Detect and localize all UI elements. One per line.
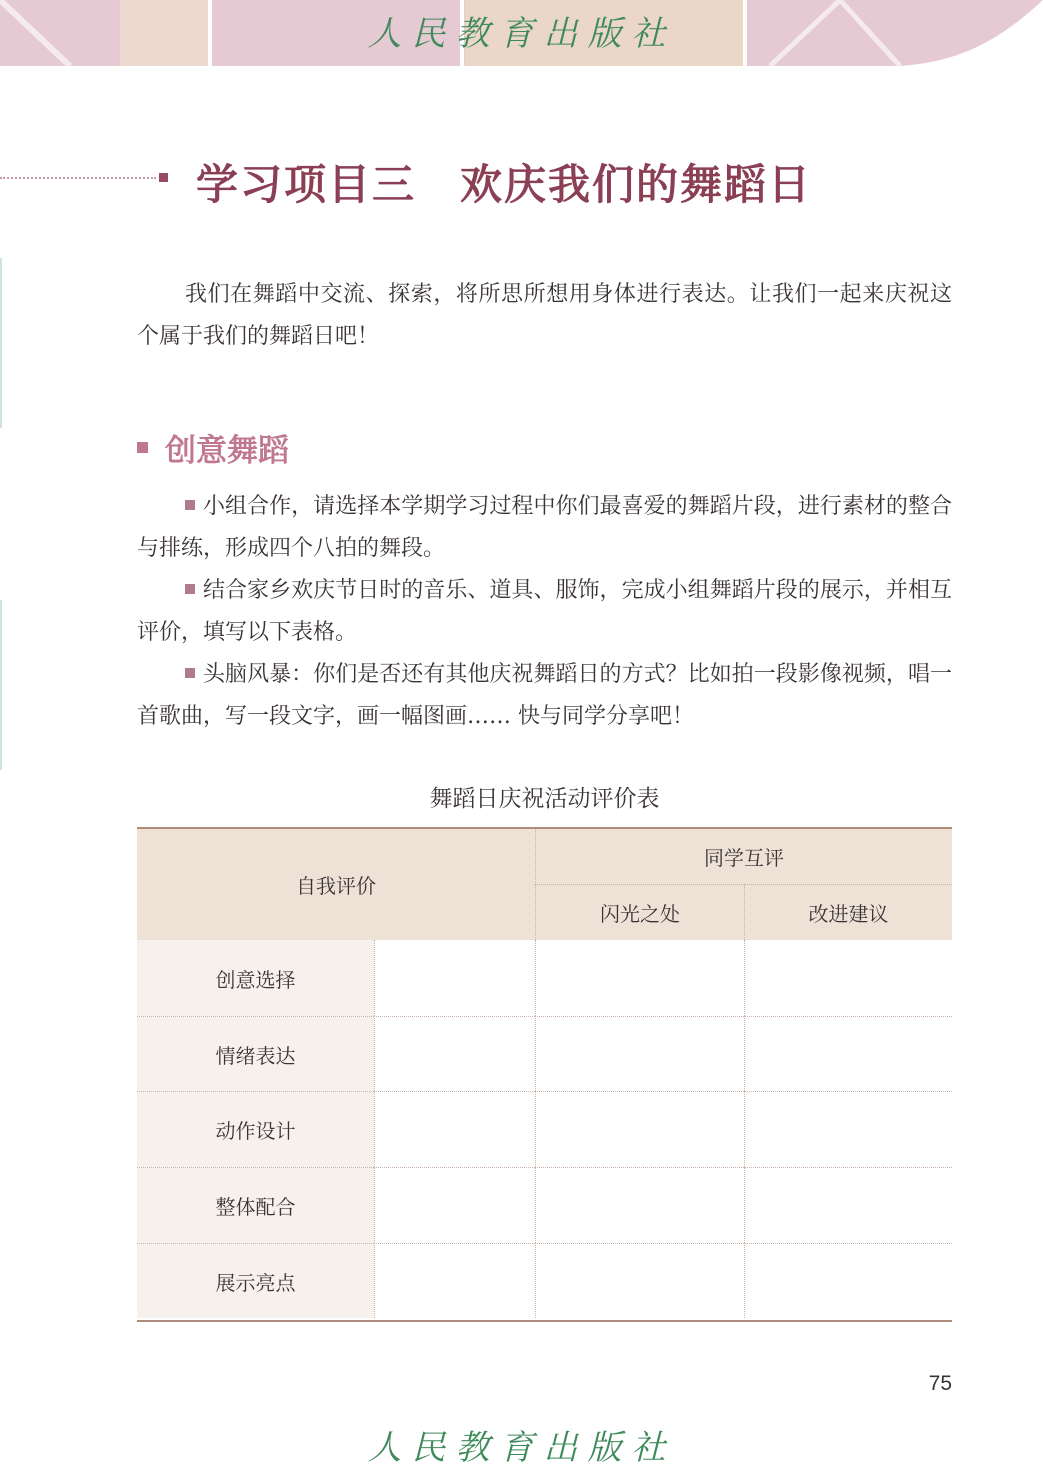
- highlights-cell[interactable]: [535, 1243, 744, 1318]
- suggestions-header: 改进建议: [744, 884, 952, 940]
- title-square-icon: [159, 173, 168, 182]
- side-accent-line: [0, 600, 2, 770]
- self-eval-cell[interactable]: [374, 940, 535, 1016]
- bullet-square-icon: [185, 668, 195, 678]
- bullet-square-icon: [185, 584, 195, 594]
- header-band: [0, 0, 1043, 66]
- bullet-list: [137, 486, 952, 738]
- publisher-logo-bottom: 人民教育出版社: [367, 1428, 676, 1468]
- suggestions-cell[interactable]: [744, 1243, 952, 1318]
- lesson-title: 学习项目三 欢庆我们的舞蹈日: [196, 160, 813, 209]
- bullet-item: 结合家乡欢庆节日时的音乐、道具、服饰，完成小组舞蹈片段的展示，并相互评价，填写以下表格。: [137, 578, 952, 645]
- row-label: 创意选择: [137, 940, 374, 1016]
- self-eval-cell[interactable]: [374, 1091, 535, 1167]
- self-eval-cell[interactable]: [374, 1243, 535, 1318]
- self-eval-cell[interactable]: [374, 1167, 535, 1243]
- suggestions-cell[interactable]: [744, 1167, 952, 1243]
- lesson-title-row: [0, 150, 1043, 210]
- highlights-cell[interactable]: [535, 1016, 744, 1091]
- publisher-logo-top: 人民教育出版社: [367, 14, 676, 54]
- highlights-header: 闪光之处: [535, 884, 744, 940]
- highlights-cell[interactable]: [535, 940, 744, 1016]
- row-label: 展示亮点: [137, 1243, 374, 1318]
- intro-paragraph: 我们在舞蹈中交流、探索，将所思所想用身体进行表达。让我们一起来庆祝这个属于我们的舞蹈日吧！: [137, 282, 952, 349]
- suggestions-cell[interactable]: [744, 1016, 952, 1091]
- bullet-square-icon: [185, 500, 195, 510]
- section-title: 创意舞蹈: [165, 433, 289, 469]
- bullet-item: 小组合作，请选择本学期学习过程中你们最喜爱的舞蹈片段，进行素材的整合与排练，形成四个八拍的舞段。: [137, 494, 952, 561]
- table-caption: 舞蹈日庆祝活动评价表: [429, 786, 660, 812]
- section-square-icon: [137, 442, 148, 453]
- page-number: 75: [928, 1372, 952, 1395]
- highlights-cell[interactable]: [535, 1091, 744, 1167]
- side-accent-line: [0, 258, 2, 428]
- bullet-item: 头脑风暴：你们是否还有其他庆祝舞蹈日的方式？比如拍一段影像视频，唱一首歌曲，写一段文字，画一幅图画…… 快与同学分享吧！: [137, 662, 952, 729]
- self-eval-header: 自我评价: [137, 829, 535, 940]
- highlights-cell[interactable]: [535, 1167, 744, 1243]
- peer-eval-header: 同学互评: [535, 829, 952, 884]
- row-label: 动作设计: [137, 1091, 374, 1167]
- suggestions-cell[interactable]: [744, 940, 952, 1016]
- evaluation-table: [137, 827, 952, 1322]
- row-label: 整体配合: [137, 1167, 374, 1243]
- title-dotted-rule: [0, 177, 156, 179]
- row-label: 情绪表达: [137, 1016, 374, 1091]
- self-eval-cell[interactable]: [374, 1016, 535, 1091]
- suggestions-cell[interactable]: [744, 1091, 952, 1167]
